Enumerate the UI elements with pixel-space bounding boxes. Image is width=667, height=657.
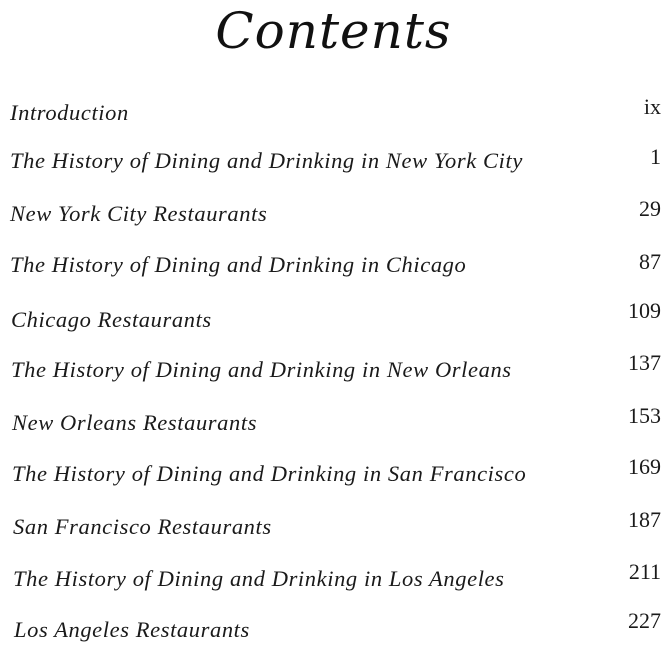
page-title: Contents: [215, 2, 452, 60]
toc-entry-label: Chicago Restaurants: [11, 307, 212, 332]
toc-entry-page: 227: [628, 608, 661, 633]
toc-entry-label: The History of Dining and Drinking in Chicago: [10, 252, 467, 277]
toc-entry-page: ix: [643, 94, 661, 119]
toc-entry-page: 137: [628, 350, 661, 375]
toc-entry-label: San Francisco Restaurants: [13, 514, 272, 539]
toc-entry-page: 187: [628, 507, 661, 532]
toc-entry-label: New York City Restaurants: [10, 201, 268, 226]
toc-row: [0, 608, 667, 657]
toc-row: [0, 298, 667, 342]
toc-entry-page: 29: [639, 196, 661, 221]
toc-entry-page: 1: [650, 144, 661, 169]
toc-row: [0, 196, 667, 236]
toc-row: [0, 507, 667, 552]
toc-entry-page: 211: [628, 559, 661, 584]
toc-entry-label: The History of Dining and Drinking in New Orleans: [11, 357, 512, 382]
toc-entry-page: 169: [628, 454, 661, 479]
toc-row: [0, 144, 667, 184]
toc-entry-label: Introduction: [10, 100, 129, 125]
toc-entry-label: The History of Dining and Drinking in Los Angeles: [13, 566, 505, 591]
toc-row: [0, 403, 667, 447]
toc-entry-page: 153: [628, 403, 661, 428]
toc-entry-label: The History of Dining and Drinking in San Francisco: [12, 461, 527, 486]
toc-row: [0, 454, 667, 499]
toc-entry-label: New Orleans Restaurants: [12, 410, 258, 435]
toc-entry-label: Los Angeles Restaurants: [14, 617, 250, 642]
toc-entry-label: The History of Dining and Drinking in New York City: [10, 148, 523, 173]
toc-row: [0, 559, 667, 604]
toc-entry-page: 87: [639, 249, 661, 274]
toc-row: [0, 249, 667, 289]
toc-row: [0, 350, 667, 394]
toc-entry-page: 109: [628, 298, 661, 323]
toc-row: [0, 92, 667, 132]
